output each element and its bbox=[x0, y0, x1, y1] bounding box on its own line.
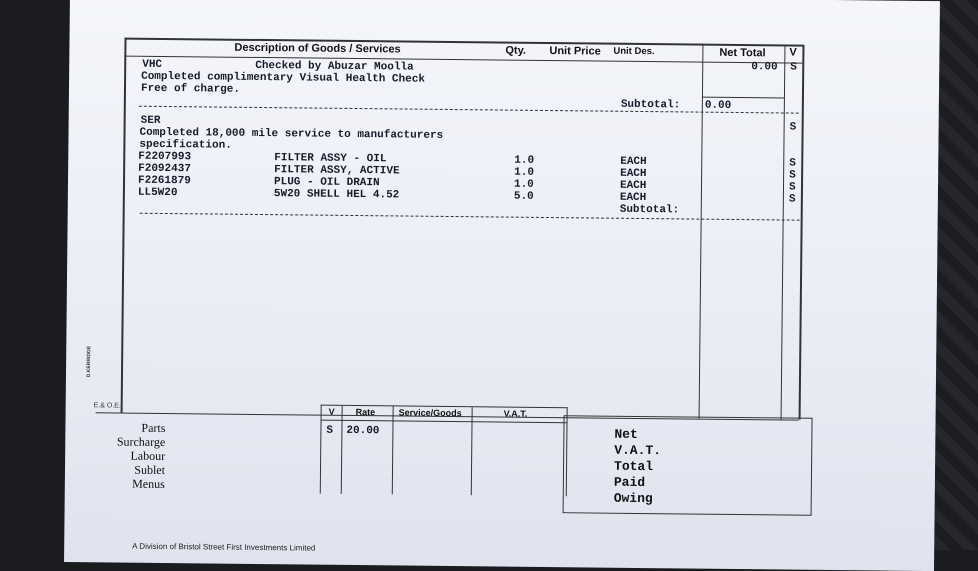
vat-service-goods-header: Service/Goods bbox=[398, 407, 462, 419]
total-label: Total bbox=[613, 458, 654, 475]
part-qty: 1.0 bbox=[514, 154, 535, 167]
subtotal-box-top bbox=[702, 97, 784, 99]
checked-by-line: Checked by Abuzar Moolla bbox=[255, 59, 414, 74]
invoice-paper bbox=[64, 0, 940, 571]
table-right-border bbox=[799, 45, 804, 420]
net-total-header: Net Total bbox=[719, 46, 766, 60]
vhc-line2: Completed complimentary Visual Health Check bbox=[141, 70, 426, 86]
vat-col-divider bbox=[471, 407, 473, 495]
vat-label: V.A.T. bbox=[614, 442, 662, 459]
parts-list bbox=[138, 151, 799, 210]
vat-row-v: S bbox=[326, 424, 334, 437]
part-qty: 1.0 bbox=[514, 166, 535, 179]
table-top-border bbox=[125, 38, 803, 47]
part-description: FILTER ASSY - OIL bbox=[274, 152, 387, 166]
part-qty: 1.0 bbox=[513, 178, 534, 191]
part-description: 5W20 SHELL HEL 4.52 bbox=[273, 188, 400, 202]
part-unit: EACH bbox=[620, 155, 647, 169]
description-header: Description of Goods / Services bbox=[234, 41, 401, 56]
unit-price-header: Unit Price bbox=[549, 45, 601, 58]
part-number: F2261879 bbox=[137, 174, 191, 188]
owing-label: Owing bbox=[613, 490, 653, 507]
totals-labels bbox=[614, 427, 662, 507]
part-number: LL5W20 bbox=[137, 186, 178, 200]
vhc-code: VHC bbox=[142, 58, 163, 71]
surcharge-label: Surcharge bbox=[116, 434, 166, 450]
unit-des-header: Unit Des. bbox=[613, 45, 655, 58]
part-v-code: S bbox=[789, 157, 796, 170]
parts-label: Parts bbox=[141, 420, 166, 436]
part-qty: 5.0 bbox=[513, 190, 534, 203]
vhc-v-code: S bbox=[790, 61, 797, 74]
part-number: F2092437 bbox=[138, 162, 192, 176]
qty-header: Qty. bbox=[505, 44, 527, 57]
part-unit: EACH bbox=[619, 191, 647, 205]
ser-code: SER bbox=[140, 114, 161, 127]
vat-vat-header: V.A.T. bbox=[503, 408, 528, 419]
part-v-code: S bbox=[788, 193, 796, 206]
net-label: Net bbox=[614, 426, 638, 442]
vhc-line3: Free of charge. bbox=[140, 82, 241, 96]
menus-label: Menus bbox=[132, 476, 165, 492]
vat-col-divider bbox=[392, 406, 394, 494]
ser-subtotal-label: Subtotal: bbox=[619, 203, 680, 217]
v-header: V bbox=[789, 46, 797, 59]
printer-mark: D.KERRIDGE bbox=[85, 345, 93, 378]
part-description: FILTER ASSY, ACTIVE bbox=[274, 164, 400, 178]
vat-col-divider bbox=[341, 406, 343, 494]
sublet-label: Sublet bbox=[134, 462, 166, 478]
vat-v-header: V bbox=[328, 406, 335, 417]
cost-category-labels bbox=[85, 420, 166, 491]
vhc-subtotal-value: 0.00 bbox=[704, 99, 732, 112]
labour-label: Labour bbox=[130, 448, 166, 464]
paid-label: Paid bbox=[613, 474, 646, 491]
section-divider-1 bbox=[139, 106, 799, 114]
part-v-code: S bbox=[788, 181, 796, 194]
net-total-column-left bbox=[699, 44, 704, 419]
part-unit: EACH bbox=[620, 167, 647, 181]
ser-v-code: S bbox=[789, 121, 797, 134]
ser-line1: Completed 18,000 mile service to manufacturers bbox=[139, 126, 444, 142]
table-left-border bbox=[121, 38, 126, 413]
part-v-code: S bbox=[789, 169, 796, 182]
vhc-net-total: 0.00 bbox=[751, 61, 778, 74]
totals-box bbox=[563, 415, 813, 516]
ser-line2: specification. bbox=[139, 138, 232, 152]
part-unit: EACH bbox=[619, 179, 647, 193]
vat-row-rate: 20.00 bbox=[346, 424, 380, 438]
header-divider bbox=[124, 56, 802, 64]
part-description: PLUG - OIL DRAIN bbox=[273, 176, 380, 190]
vat-table bbox=[320, 405, 568, 497]
footer-company-line: A Division of Bristol Street First Investments Limited bbox=[132, 541, 316, 553]
v-column-left bbox=[781, 44, 786, 419]
part-number: F2207993 bbox=[138, 150, 192, 164]
vat-rate-header: Rate bbox=[355, 407, 376, 418]
vhc-subtotal-label: Subtotal: bbox=[620, 98, 681, 112]
vat-header-divider bbox=[322, 420, 567, 424]
eoe-label: E.& O.E. bbox=[93, 402, 121, 410]
